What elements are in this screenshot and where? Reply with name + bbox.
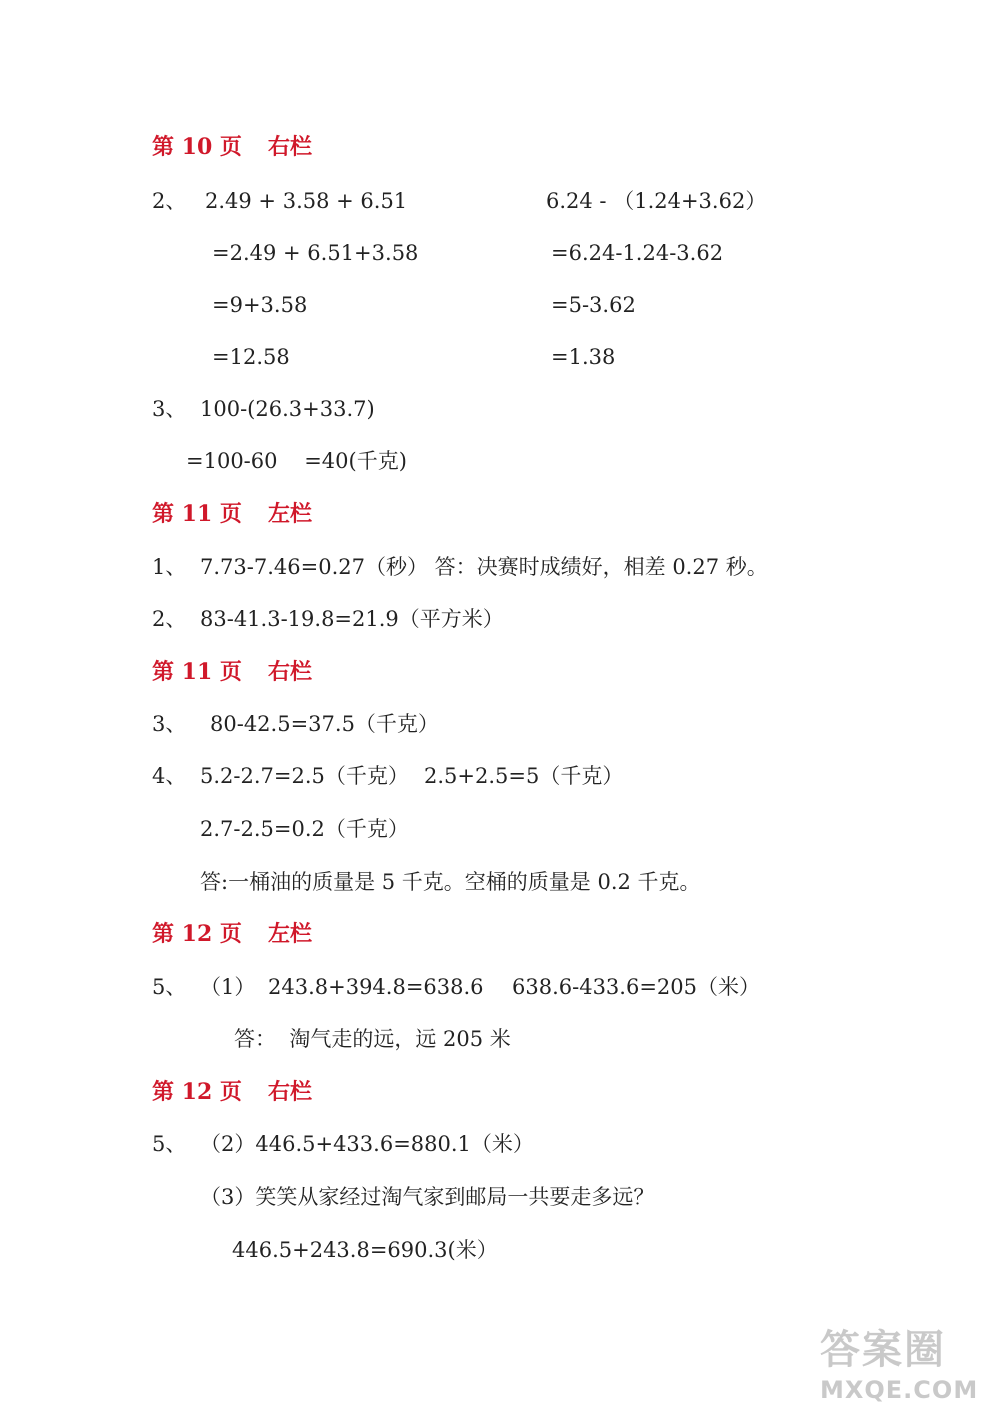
heading-page: 第 11 页 [152,501,242,527]
answer-line: 2.5+2.5=5（千克） [424,764,624,788]
equation-line: 6.24 - （1.24+3.62） [546,189,767,213]
equation-line: 100-(26.3+33.7) [200,397,375,421]
equation-line: =6.24-1.24-3.62 [551,241,724,265]
watermark-text: 答案圈 [820,1327,946,1373]
heading-page: 第 12 页 [152,1079,242,1105]
answer-statement: 答:一桶油的质量是 5 千克。空桶的质量是 0.2 千克。 [200,870,701,894]
equation-line: =100-60 =40(千克) [186,449,407,473]
answer-line: 7.73-7.46=0.27（秒） 答：决赛时成绩好，相差 0.27 秒。 [200,555,768,579]
answer-line: 5.2-2.7=2.5（千克） [200,764,409,788]
section-heading [152,659,312,685]
section-heading [152,1079,312,1105]
equation-line: =1.38 [551,345,616,369]
heading-column: 右栏 [267,134,312,160]
sub-question-text: （3）笑笑从家经过淘气家到邮局一共要走多远？ [200,1185,655,1209]
question-number: 5、 [152,1132,187,1156]
question-number: 2、 [152,189,187,213]
equation-line: =2.49 + 6.51+3.58 [212,241,419,265]
answer-line: 446.5+243.8=690.3(米） [232,1238,498,1262]
question-number: 2、 [152,607,187,631]
answer-statement: 答： 淘气走的远，远 205 米 [234,1027,511,1051]
answer-line: （2）446.5+433.6=880.1（米） [200,1132,534,1156]
heading-page: 第 10 页 [152,134,242,160]
heading-page: 第 11 页 [152,659,242,685]
equation-line: =5-3.62 [551,293,636,317]
section-heading [152,134,312,160]
section-heading [152,921,312,947]
answer-line: 2.7-2.5=0.2（千克） [200,817,409,841]
section-heading [152,501,312,527]
equation-line: 2.49 + 3.58 + 6.51 [205,189,408,213]
question-number: 4、 [152,764,187,788]
answer-line: 80-42.5=37.5（千克） [210,712,439,736]
question-number: 5、 [152,975,187,999]
heading-column: 左栏 [267,921,312,947]
answer-line: 243.8+394.8=638.6 [268,975,484,999]
equation-line: =12.58 [212,345,290,369]
question-number: 3、 [152,712,187,736]
equation-line: =9+3.58 [212,293,308,317]
heading-page: 第 12 页 [152,921,242,947]
answer-line: 83-41.3-19.8=21.9（平方米） [200,607,504,631]
question-number: 1、 [152,555,187,579]
question-number: 3、 [152,397,187,421]
sub-question-label: （1） [200,975,256,999]
heading-column: 右栏 [267,1079,312,1105]
answer-line: 638.6-433.6=205（米） [512,975,761,999]
watermark-logo [820,1318,990,1410]
heading-column: 左栏 [267,501,312,527]
heading-column: 右栏 [267,659,312,685]
watermark-url: MXQE.COM [820,1376,979,1404]
